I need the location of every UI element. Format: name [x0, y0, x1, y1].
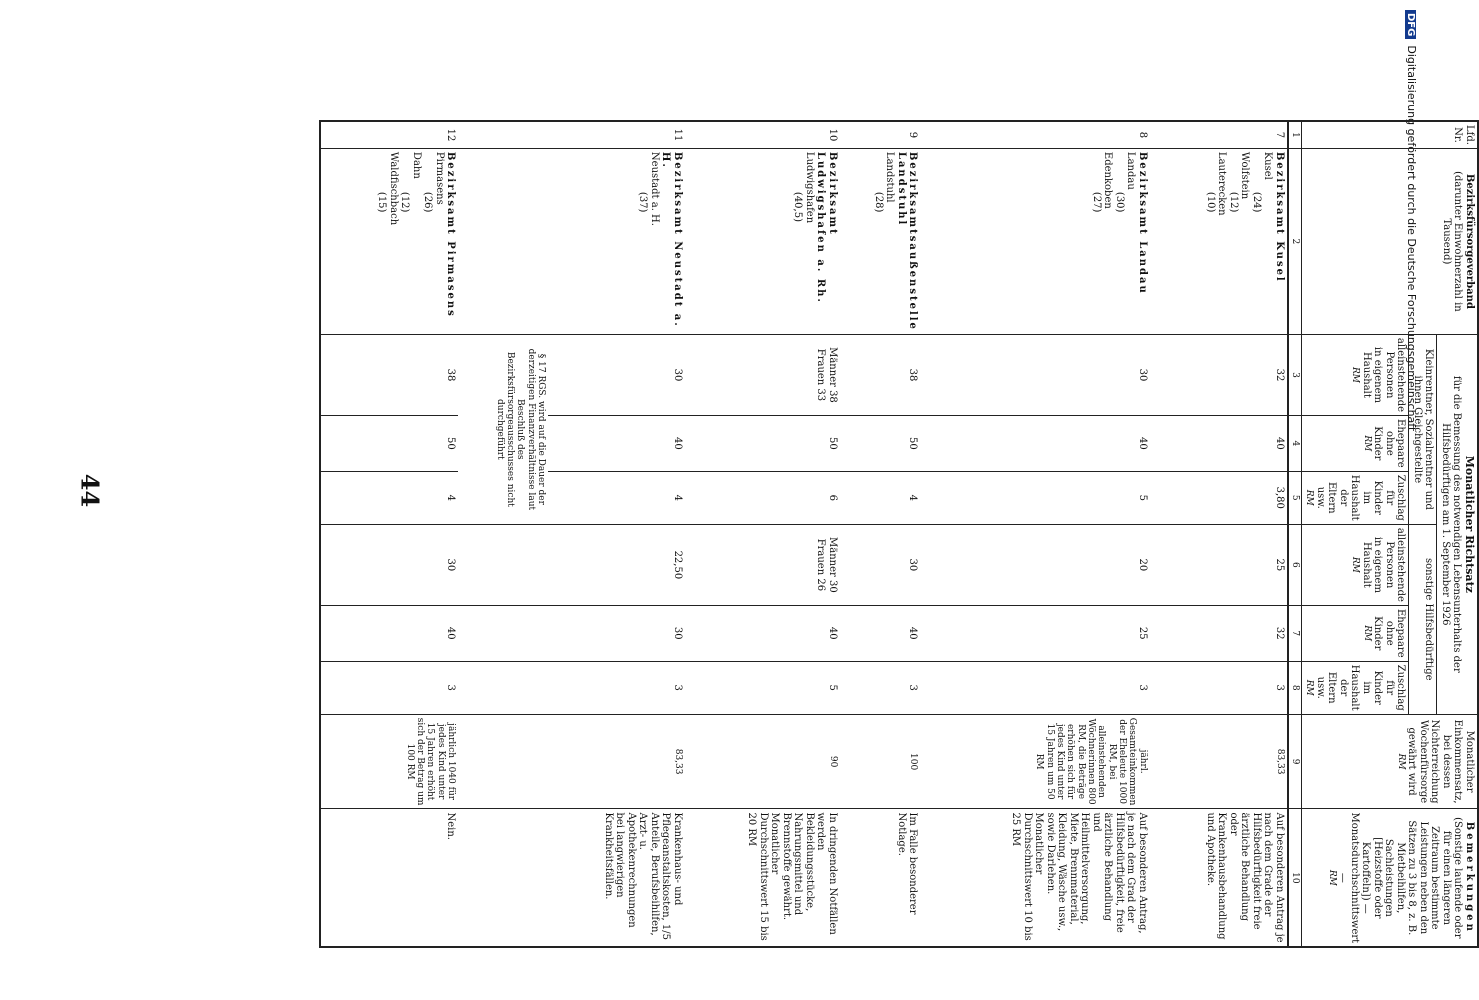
header-einkommen-unit: RM: [1396, 753, 1406, 770]
header-verband: [1302, 148, 1478, 334]
place-name: Landstuhl: [884, 151, 896, 203]
cell-b-ehepaare: 30: [548, 605, 684, 661]
col-number: 6: [1288, 524, 1302, 605]
cell-einkommen: jährl. Gesamteinkommen der Eheleute 1000 RM, bei alleinstehenden Wöchnerinnen 800 RM, die Beträge erhöhen sich für jedes Kind unter 15 Jahren um 50 RM: [920, 714, 1149, 809]
cell-value: 6: [826, 494, 838, 501]
cell-bemerkungen: Auf besonderen Antrag, je nach dem Grad der Hilfsbedürftigkeit, freie ärztliche Behandlung und Heilmittelversorgung, Miete, Brennmaterial, Kleidung, Wäsche usw., sowie Darlehen. Monatlicher Durchschnittswert 10 bis 25 RM: [920, 809, 1149, 947]
place-name: Neustadt a. H.: [648, 151, 660, 226]
header-bemerkungen: [1302, 809, 1478, 947]
cell-b-ehepaare: 40: [685, 605, 840, 661]
table-body: [320, 121, 1288, 947]
row-number: 8: [920, 121, 1149, 148]
empty-cell: [458, 524, 548, 605]
header-verband-title: Bezirksfürsorgeverband: [1464, 173, 1475, 309]
header-richtsatz-sub: für die Bemessung des notwendigen Lebensunterhalts der Hilfsbedürftigen am 1. September 1926: [1439, 375, 1463, 673]
cell-a-alleinstehende: 30: [920, 334, 1149, 415]
cell-b-alleinstehende: 22,50: [548, 524, 684, 605]
cell-bemerkungen: Nein.: [320, 809, 458, 947]
cell-value: 4: [445, 494, 457, 501]
col-number: 3: [1288, 334, 1302, 415]
cell-a-alleinstehende: 32: [1150, 334, 1288, 415]
place-name: Kusel: [1262, 151, 1274, 180]
row-number: 7: [1150, 121, 1288, 148]
header-a-zuschlag-text: Zuschlag für Kinder im Haushalt der Eltern usw.: [1314, 474, 1407, 521]
table-row: [920, 121, 1149, 947]
header-unit: RM: [1350, 366, 1361, 383]
cell-einkommen: jährlich 1040 für jedes Kind unter 15 Jahren erhöht sich der Betrag um 100 RM: [320, 714, 458, 809]
cell-b-zuschlag: 3: [548, 661, 684, 714]
table-row: [548, 121, 684, 947]
col-number: 4: [1288, 416, 1302, 472]
table-row: [840, 121, 921, 947]
cell-a-ehepaare: 40: [548, 416, 684, 472]
header-b-alleinstehende: [1302, 524, 1409, 605]
cell-b-zuschlag: 3: [840, 661, 921, 714]
row-number: 9: [840, 121, 921, 148]
place-name: Edenkoben: [1102, 151, 1114, 209]
place-population: (24): [1250, 191, 1262, 213]
cell-a-zuschlag: [320, 471, 458, 524]
office-name: Bezirksamt Ludwigshafen a. Rh.: [815, 151, 838, 304]
cell-a-alleinstehende: 38: [320, 334, 458, 415]
header-lfd: Lfd.: [1464, 125, 1475, 145]
header-b-zuschlag-text: Zuschlag für Kinder im Haushalt der Eltern usw.: [1314, 664, 1407, 711]
place-name: Dahn: [410, 151, 422, 179]
col-number: 8: [1288, 661, 1302, 714]
cell-b-zuschlag: 3: [920, 661, 1149, 714]
header-group-b: sonstige Hilfsbedürftige: [1409, 524, 1437, 714]
header-a-ehepaare: [1302, 416, 1409, 472]
empty-cell: [458, 121, 548, 148]
cell-a-zuschlag: [548, 471, 684, 524]
empty-cell: [458, 661, 548, 714]
table-row: [1150, 121, 1288, 947]
cell-bemerkungen: Im Falle besonderer Notlage.: [840, 809, 921, 947]
cell-a-ehepaare: 50: [840, 416, 921, 472]
place-name: Waldfischbach: [387, 151, 399, 226]
cell-a-zuschlag: [1150, 471, 1288, 524]
header-richtsatz: [1437, 334, 1478, 714]
empty-cell: [458, 148, 548, 334]
row-verband: [320, 148, 458, 334]
place-name: Lauterecken: [1216, 151, 1228, 216]
header-unit: RM: [1304, 679, 1315, 696]
header-a-alleinstehende-text: alleinstehende Personen: [1383, 337, 1407, 413]
cell-a-ehepaare: 40: [1150, 416, 1288, 472]
credit-text: Digitalisierung gefördert durch die Deutsche Forschungsgemeinschaft: [1405, 45, 1418, 432]
header-richtsatz-title: Monatlicher Richtsatz: [1463, 455, 1476, 593]
header-lfd-nr: [1302, 121, 1478, 148]
cell-value: 4: [907, 494, 919, 501]
cell-a-ehepaare: 40: [920, 416, 1149, 472]
empty-cell: [458, 714, 548, 809]
row-verband: [548, 148, 684, 334]
office-name: Bezirksamt Neustadt a. H.: [660, 151, 683, 328]
place-population: (15): [376, 191, 388, 213]
header-bemerkungen-sub: (Sonstige laufende oder für einen längeren Zeitraum bestimmte Leistungen neben den Sätzen zu 3 bis 8, z. B. Mietbeihilfen, Sachleistungen [Heizstoffe oder Kartoffeln]) — Monatsdurchschnittswert —: [1337, 812, 1464, 944]
header-a-ehepaare-text: Ehepaare ohne Kinder: [1372, 419, 1407, 468]
header-nr: Nr.: [1452, 127, 1464, 143]
cell-b-alleinstehende: 30: [320, 524, 458, 605]
header-b-zuschlag: [1302, 661, 1409, 714]
cell-b-alleinstehende: 25: [1150, 524, 1288, 605]
cell-b-ehepaare: 25: [920, 605, 1149, 661]
row-number: 12: [320, 121, 458, 148]
place-population: (30): [1113, 191, 1125, 213]
empty-cell: [458, 809, 548, 947]
office-name: Bezirksamtsaußenstelle Landstuhl: [895, 151, 919, 331]
place-population: (40,5): [792, 191, 804, 222]
table-row: [320, 121, 458, 947]
place-population: (12): [399, 191, 411, 213]
header-b-ehepaare-text: Ehepaare ohne Kinder: [1372, 608, 1407, 658]
cell-einkommen: 83,33: [1150, 714, 1288, 809]
cell-value: 3,80: [1273, 486, 1285, 509]
cell-b-zuschlag: 5: [685, 661, 840, 714]
place-name: Ludwigshafen: [803, 151, 815, 224]
header-bemerkungen-unit: RM: [1327, 869, 1337, 886]
place-population: (26): [422, 191, 434, 213]
cell-bemerkungen: In dringenden Notfällen werden Bekleidungsstücke, Nahrungsmittel und Brennstoffe gewährt. Monatlicher Durchschnittswert 15 bis 20 RM: [685, 809, 840, 947]
col-number: 9: [1288, 714, 1302, 809]
place-population: (12): [1227, 191, 1239, 213]
col-number: 2: [1288, 148, 1302, 334]
header-a-alleinstehende: [1302, 334, 1409, 415]
row-verband: [1150, 148, 1288, 334]
cell-a-zuschlag: [685, 471, 840, 524]
col-number: 1: [1288, 121, 1302, 148]
header-einkommen: [1302, 714, 1478, 809]
header-unit: RM: [1361, 435, 1372, 452]
cell-b-ehepaare: 40: [320, 605, 458, 661]
cell-value: 5: [1136, 494, 1148, 501]
paragraph-note: § 17 RGS. wird auf die Dauer der derzeitigen Finanzverhältnisse laut Beschluß des Bezirksfürsorgeausschusses nicht durchgeführt: [458, 334, 548, 524]
cell-b-zuschlag: 3: [1150, 661, 1288, 714]
empty-cell: [458, 605, 548, 661]
cell-b-alleinstehende: 30: [840, 524, 921, 605]
page-number: 44: [75, 473, 105, 508]
cell-a-ehepaare: 50: [685, 416, 840, 472]
table-row-note: [458, 121, 548, 947]
cell-einkommen: 100: [840, 714, 921, 809]
cell-a-alleinstehende: 30: [548, 334, 684, 415]
cell-b-alleinstehende: 20: [920, 524, 1149, 605]
col-number: 7: [1288, 605, 1302, 661]
office-name: Bezirksamt Kusel: [1273, 151, 1285, 283]
header-unit: RM: [1350, 556, 1361, 573]
richtsatz-table: [319, 120, 1479, 948]
header-group-a: Kleinrentner, Sozialrentner und ihnen Gleichgestellte: [1409, 334, 1437, 524]
row-verband: [685, 148, 840, 334]
header-verband-sub: (darunter Einwohnerzahl in Tausend): [1441, 171, 1464, 312]
place-population: (10): [1204, 191, 1216, 213]
rotated-table-container: [319, 120, 1479, 944]
place-population: (27): [1090, 191, 1102, 213]
cell-einkommen: 83,33: [548, 714, 684, 809]
header-unit: RM: [1304, 489, 1315, 506]
row-verband: [920, 148, 1149, 334]
cell-value: 4: [671, 494, 683, 501]
dfg-logo: DFG: [1405, 10, 1416, 39]
row-number: 10: [685, 121, 840, 148]
row-verband: [840, 148, 921, 334]
cell-a-alleinstehende: 38: [840, 334, 921, 415]
cell-a-zuschlag: [920, 471, 1149, 524]
col-number: 5: [1288, 471, 1302, 524]
cell-a-ehepaare: 50: [320, 416, 458, 472]
row-number: 11: [548, 121, 684, 148]
header-b-alleinstehende-text: alleinstehende Personen: [1383, 527, 1407, 602]
header-a-haushalt: in eigenem Haushalt: [1360, 346, 1384, 403]
header-unit: RM: [1361, 625, 1372, 642]
header-b-haushalt: in eigenem Haushalt: [1360, 536, 1384, 593]
col-number: 10: [1288, 809, 1302, 947]
place-population: (28): [872, 191, 884, 213]
header-a-zuschlag: [1302, 471, 1409, 524]
place-name: Pirmasens: [433, 151, 445, 205]
header-b-ehepaare: [1302, 605, 1409, 661]
place-name: Landau: [1125, 151, 1137, 190]
cell-bemerkungen: Auf besonderen Antrag je nach dem Grade der Hilfsbedürftigkeit freie ärztliche Behandlung oder Krankenhausbehandlung und Apotheke.: [1150, 809, 1288, 947]
cell-a-zuschlag: [840, 471, 921, 524]
cell-a-alleinstehende: Männer 38 Frauen 33: [685, 334, 840, 415]
header-einkommen-text: Monatlicher Einkommensatz, bei dessen Nichterreichung Wochenfürsorge gewährt wird: [1406, 719, 1475, 804]
cell-einkommen: 90: [685, 714, 840, 809]
office-name: Bezirksamt Landau: [1136, 151, 1148, 295]
table-row: [685, 121, 840, 947]
header-bemerkungen-title: Bemerkungen: [1464, 821, 1475, 934]
cell-bemerkungen: Krankenhaus- und Pflegeanstaltskosten, 1/5 Anteile, Berufsbeihilfen, Arzt- u. Apothekenrechnungen bei langwierigen Krankheitsfällen.: [548, 809, 684, 947]
office-name: Bezirksamt Pirmasens: [445, 151, 457, 318]
cell-b-zuschlag: 3: [320, 661, 458, 714]
cell-b-ehepaare: 32: [1150, 605, 1288, 661]
place-population: (37): [637, 191, 649, 213]
cell-b-ehepaare: 40: [840, 605, 921, 661]
place-name: Wolfstein: [1239, 151, 1251, 200]
cell-b-alleinstehende: Männer 30 Frauen 26: [685, 524, 840, 605]
